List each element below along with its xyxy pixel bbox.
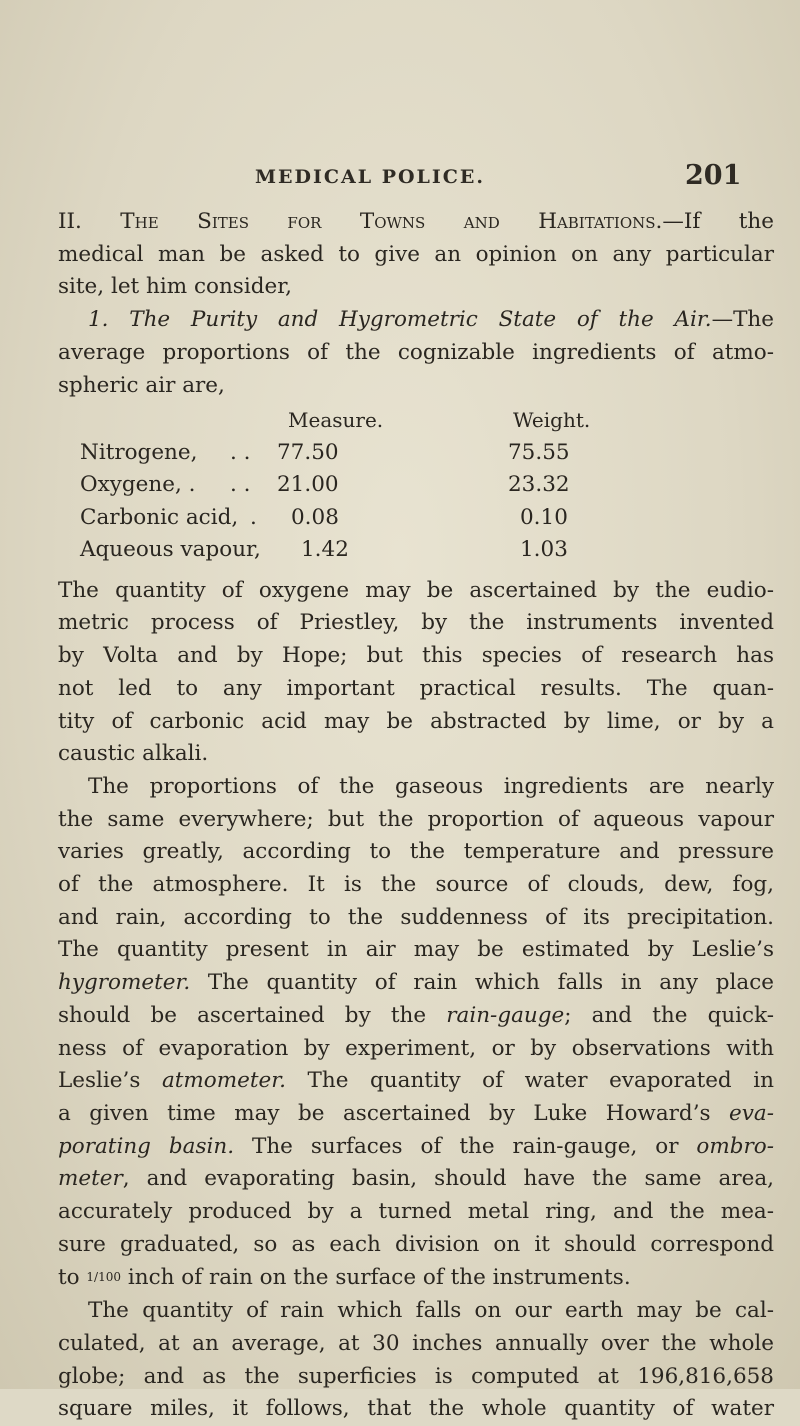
text-line: The quantity of oxygene may be ascertained by the eudio-: [58, 577, 774, 603]
italic-term: eva-: [729, 1100, 774, 1126]
text-line: by Volta and by Hope; but this species of research has: [58, 643, 774, 669]
text-line: caustic alkali.: [58, 741, 209, 767]
text-segment: should be ascertained by the: [58, 1002, 447, 1028]
section-heading: The Sites for Towns and Habitations.: [120, 209, 663, 234]
text-segment: ; and the quick-: [564, 1002, 775, 1028]
text-line: [58, 1000, 774, 1033]
italic-term: atmometer.: [161, 1068, 286, 1094]
italic-term: ombro-: [696, 1133, 774, 1159]
text-line: accurately produced by a turned metal ring, and the mea-: [58, 1199, 774, 1225]
air-composition-table: [58, 404, 774, 567]
text-line: spheric air are,: [58, 372, 225, 398]
text-line: [58, 1065, 774, 1098]
text-line: sure graduated, so as each division on it should correspond: [58, 1231, 774, 1257]
fraction: 1/100: [86, 1270, 122, 1285]
leader-dots: . .: [230, 472, 251, 498]
section-heading-line: [58, 206, 774, 239]
text-line: site, let him consider,: [58, 274, 292, 300]
table-row: [58, 534, 774, 567]
text-line: The quantity of rain which falls on our earth may be cal-: [88, 1298, 774, 1324]
text-segment: The quantity of rain which falls in any place: [190, 970, 774, 996]
table-row: [58, 469, 774, 502]
body-text: [58, 206, 774, 1426]
text-line: of the atmosphere. It is the source of clouds, dew, fog,: [58, 872, 774, 898]
table-header-row: [58, 404, 774, 437]
measure-value: 77.50: [277, 439, 339, 465]
measure-value: 0.08: [291, 504, 339, 530]
ingredient-name: Carbonic acid,: [80, 504, 239, 530]
italic-term: meter: [58, 1166, 123, 1192]
section-number: II.: [58, 209, 82, 234]
leader-dots: . .: [230, 439, 251, 465]
measure-value: 1.42: [301, 537, 349, 563]
subsection-heading-line: [58, 304, 774, 337]
running-title: MEDICAL POLICE.: [255, 166, 486, 188]
weight-value: 75.55: [508, 439, 570, 465]
italic-term: porating basin.: [58, 1133, 235, 1159]
italic-term: hygrometer.: [58, 970, 191, 996]
text-line: The proportions of the gaseous ingredients are nearly: [88, 773, 774, 799]
text-line: ness of evaporation by experiment, or by observations with: [58, 1035, 774, 1061]
text-line: metric process of Priestley, by the instruments invented: [58, 610, 774, 636]
page-header: [0, 160, 800, 200]
ingredient-name: Aqueous vapour,: [80, 537, 261, 563]
text-segment: to: [58, 1265, 87, 1291]
leader-dots: .: [250, 504, 257, 530]
text-line: [58, 1163, 774, 1196]
weight-value: 1.03: [520, 537, 568, 563]
ingredient-name: Oxygene, .: [80, 472, 196, 498]
text-segment: a given time may be ascertained by Luke Howard’s: [58, 1100, 730, 1126]
text-segment: The quantity of water evaporated in: [285, 1068, 774, 1094]
page-number: 201: [685, 160, 742, 191]
subsection-title: 1. The Purity and Hygrometric State of the Air.: [88, 307, 712, 333]
subsection-after: —The: [711, 307, 774, 333]
table-row: [58, 502, 774, 535]
text-segment: Leslie’s: [58, 1068, 162, 1094]
text-segment: inch of rain on the surface of the instruments.: [121, 1265, 631, 1291]
text-line: [58, 1098, 774, 1131]
text-line: [58, 967, 774, 1000]
ingredient-name: Nitrogene,: [80, 439, 198, 465]
weight-value: 0.10: [520, 504, 568, 530]
text-line: [58, 1131, 774, 1164]
text-line: medical man be asked to give an opinion on any particular: [58, 241, 774, 267]
text-line: culated, at an average, at 30 inches annually over the whole: [58, 1330, 774, 1356]
text-line: the same everywhere; but the proportion of aqueous vapour: [58, 806, 774, 832]
text-line: globe; and as the superficies is computed at 196,816,658: [58, 1363, 774, 1389]
text-segment: , and evaporating basin, should have the same area,: [122, 1166, 774, 1192]
text-line: not led to any important practical results. The quan-: [58, 675, 774, 701]
weight-header: Weight.: [513, 408, 591, 433]
text-line: tity of carbonic acid may be abstracted by lime, or by a: [58, 708, 774, 734]
text-line: average proportions of the cognizable ingredients of atmo-: [58, 339, 774, 365]
text-line: [58, 1261, 774, 1295]
text-line: The quantity present in air may be estimated by Leslie’s: [58, 937, 774, 963]
text-line: and rain, according to the suddenness of its precipitation.: [58, 904, 774, 930]
italic-term: rain-gauge: [446, 1002, 565, 1028]
text-line: varies greatly, according to the temperature and pressure: [58, 839, 774, 865]
measure-value: 21.00: [277, 472, 339, 498]
table-row: [58, 437, 774, 470]
text-line: square miles, it follows, that the whole quantity of water: [58, 1396, 774, 1422]
weight-value: 23.32: [508, 472, 570, 498]
section-intro: —If the: [662, 209, 774, 234]
measure-header: Measure.: [288, 408, 384, 433]
text-segment: The surfaces of the rain-gauge, or: [234, 1133, 697, 1159]
